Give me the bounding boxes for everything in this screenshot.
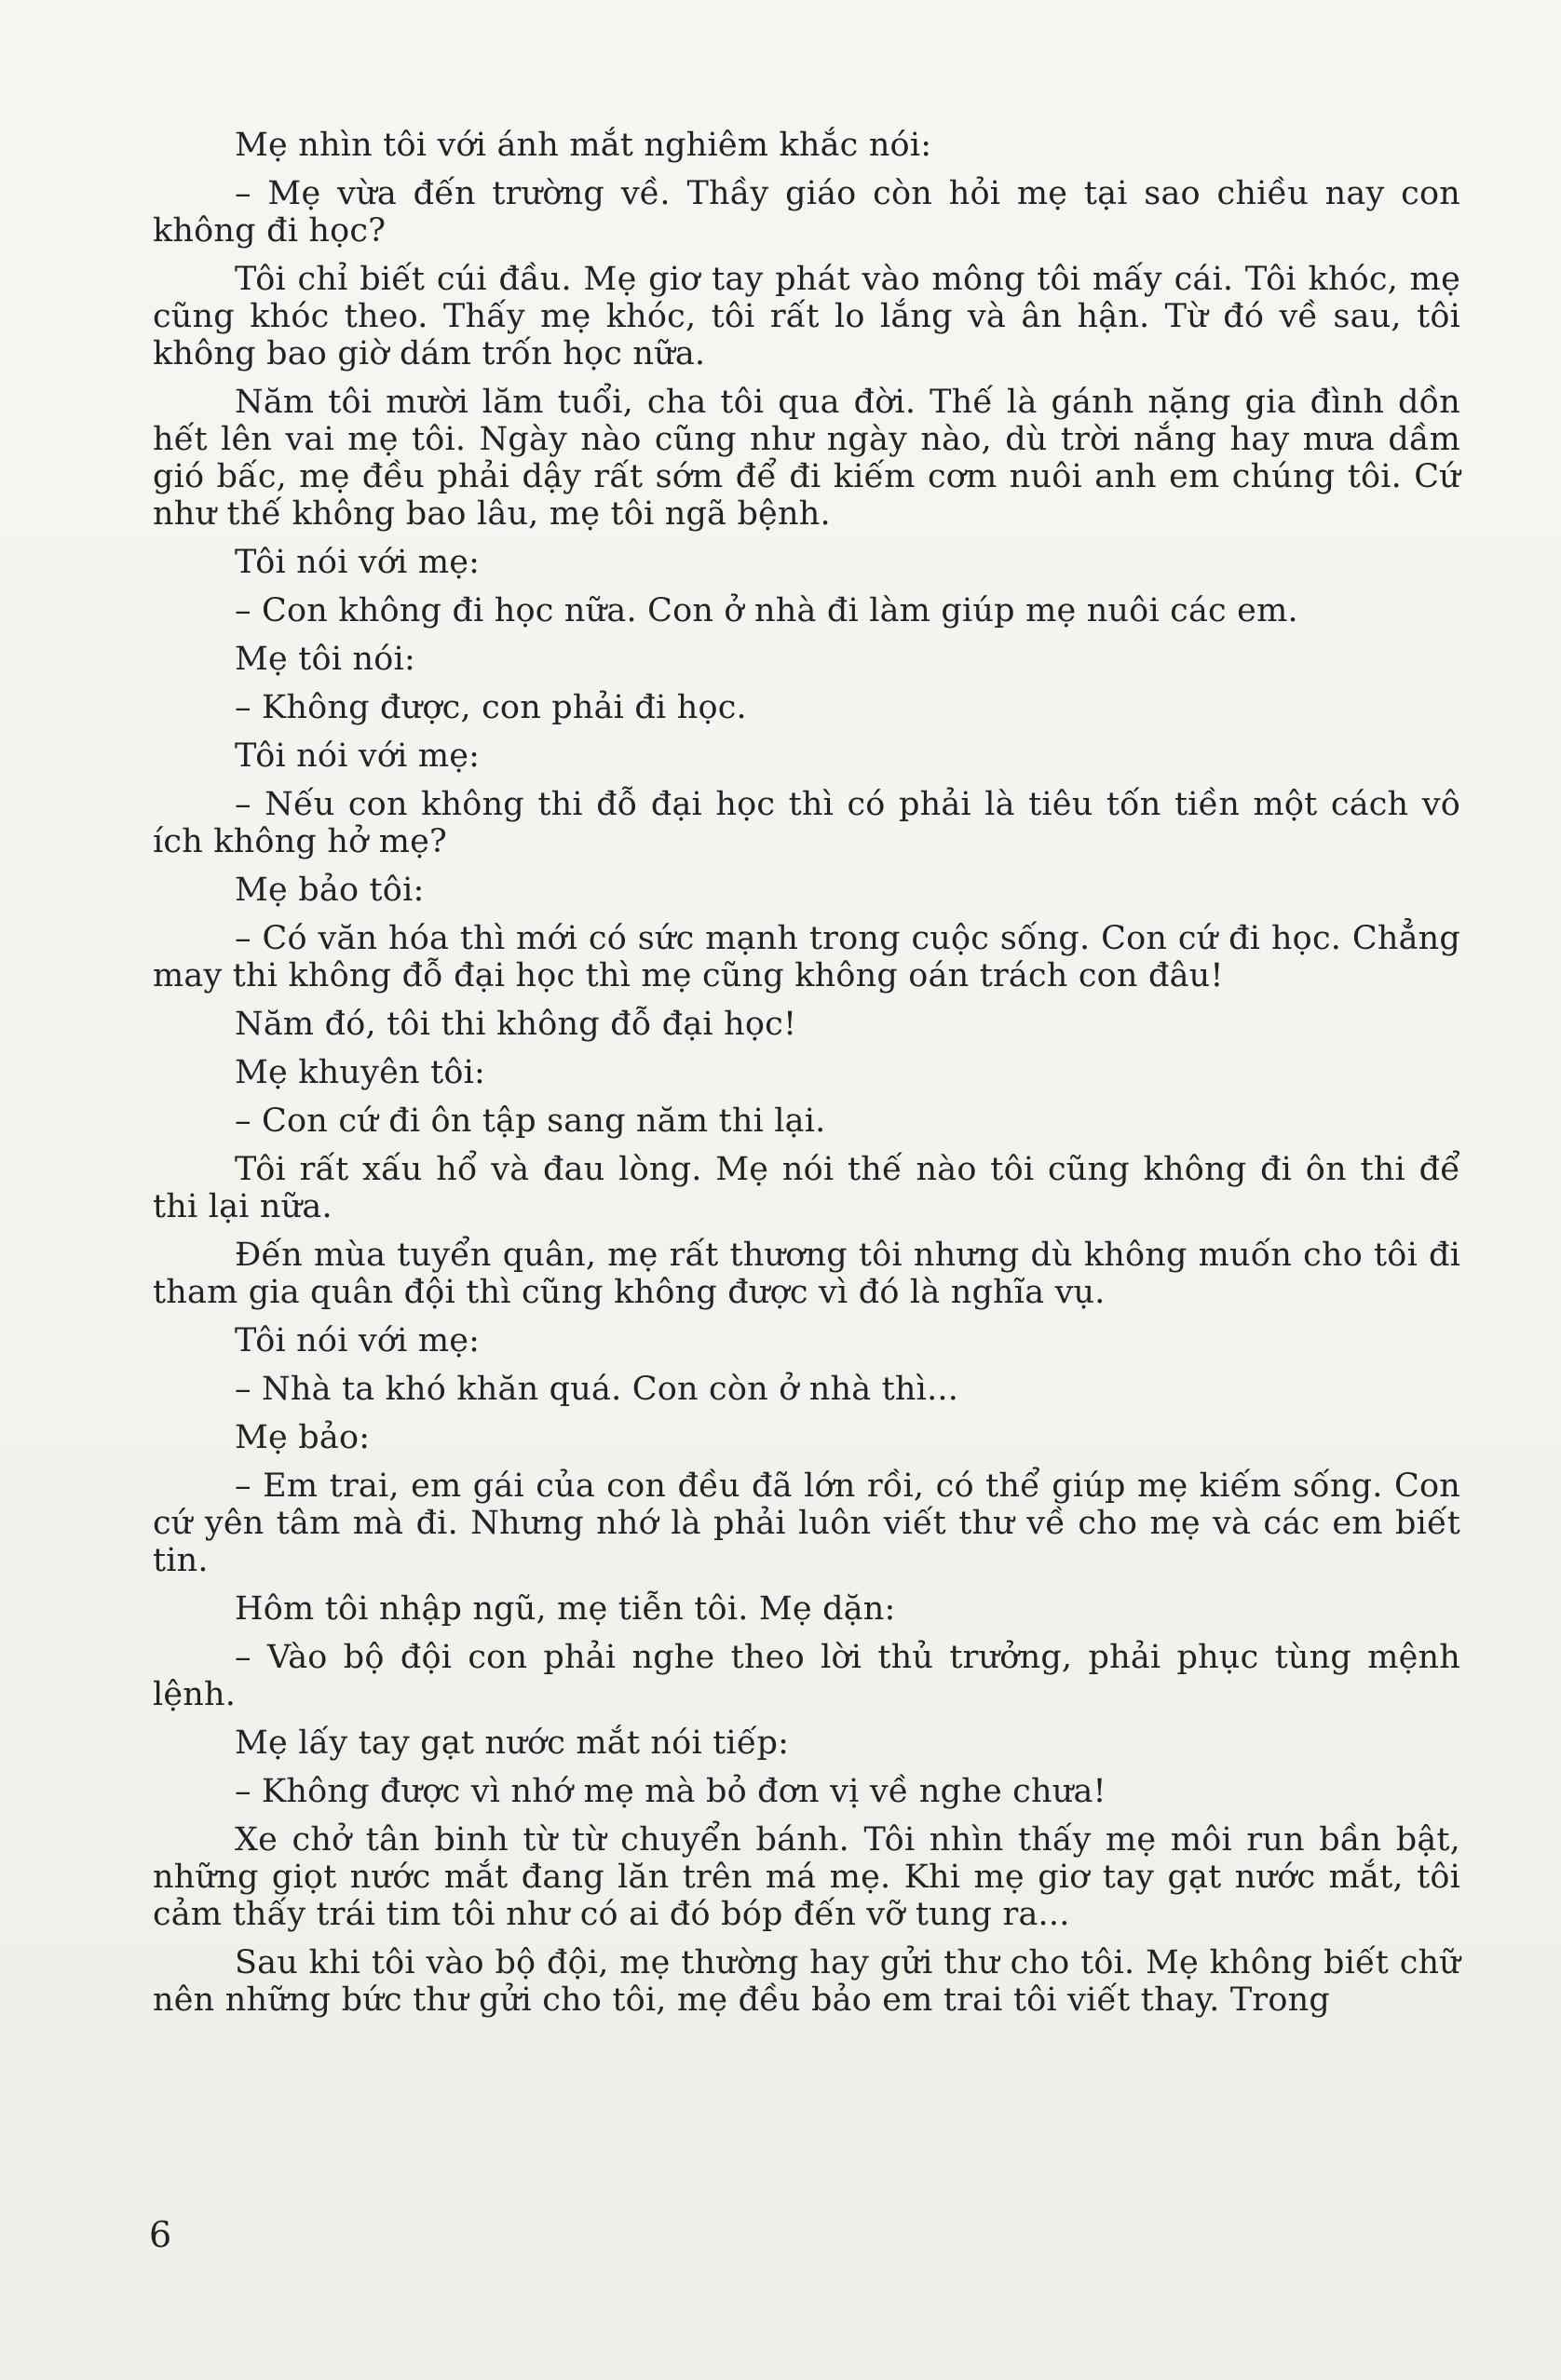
paragraph: Mẹ bảo tôi: xyxy=(235,872,425,909)
paragraph: – Không được, con phải đi học. xyxy=(235,689,747,726)
paragraph: Xe chở tân binh từ từ chuyển bánh. Tôi nhìn thấy mẹ môi run bần bật, những giọt nước mắt đang lăn trên má mẹ. Khi mẹ giơ tay gạt nước mắt, tôi cảm thấy trái tim tôi như có ai đó bóp đến vỡ tung ra... xyxy=(153,1821,1460,1933)
paragraph: Tôi nói với mẹ: xyxy=(235,544,481,581)
paragraph: Tôi chỉ biết cúi đầu. Mẹ giơ tay phát vào mông tôi mấy cái. Tôi khóc, mẹ cũng khóc theo. Thấy mẹ khóc, tôi rất lo lắng và ân hận. Từ đó về sau, tôi không bao giờ dám trốn học nữa. xyxy=(153,261,1460,372)
paragraph: – Con cứ đi ôn tập sang năm thi lại. xyxy=(235,1102,826,1140)
paragraph: – Mẹ vừa đến trường về. Thầy giáo còn hỏi mẹ tại sao chiều nay con không đi học? xyxy=(153,175,1460,250)
page-number: 6 xyxy=(149,2214,172,2255)
paragraph: Mẹ tôi nói: xyxy=(235,641,415,678)
paragraph: – Nếu con không thi đỗ đại học thì có phải là tiêu tốn tiền một cách vô ích không hở mẹ? xyxy=(153,786,1460,860)
paragraph: Năm đó, tôi thi không đỗ đại học! xyxy=(235,1006,797,1043)
body-text xyxy=(153,127,1460,2030)
paragraph: Mẹ lấy tay gạt nước mắt nói tiếp: xyxy=(235,1724,790,1762)
paragraph: – Không được vì nhớ mẹ mà bỏ đơn vị về nghe chưa! xyxy=(235,1773,1106,1810)
paragraph: Tôi nói với mẹ: xyxy=(235,737,481,775)
paragraph: Hôm tôi nhập ngũ, mẹ tiễn tôi. Mẹ dặn: xyxy=(235,1590,896,1628)
paragraph: Đến mùa tuyển quân, mẹ rất thương tôi nhưng dù không muốn cho tôi đi tham gia quân đội thì cũng không được vì đó là nghĩa vụ. xyxy=(153,1237,1460,1311)
paragraph: – Con không đi học nữa. Con ở nhà đi làm giúp mẹ nuôi các em. xyxy=(235,592,1298,629)
paragraph: Tôi rất xấu hổ và đau lòng. Mẹ nói thế nào tôi cũng không đi ôn thi để thi lại nữa. xyxy=(153,1151,1460,1225)
paragraph: Năm tôi mười lăm tuổi, cha tôi qua đời. Thế là gánh nặng gia đình dồn hết lên vai mẹ tôi. Ngày nào cũng như ngày nào, dù trời nắng hay mưa dầm gió bấc, mẹ đều phải dậy rất sớm để đi kiếm cơm nuôi anh em chúng tôi. Cứ như thế không bao lâu, mẹ tôi ngã bệnh. xyxy=(153,384,1460,533)
paragraph: Sau khi tôi vào bộ đội, mẹ thường hay gửi thư cho tôi. Mẹ không biết chữ nên những bức thư gửi cho tôi, mẹ đều bảo em trai tôi viết thay. Trong xyxy=(153,1944,1460,2019)
paragraph: Mẹ bảo: xyxy=(235,1419,371,1456)
paragraph: Mẹ khuyên tôi: xyxy=(235,1054,486,1091)
paragraph: – Em trai, em gái của con đều đã lớn rồi, có thể giúp mẹ kiếm sống. Con cứ yên tâm mà đi. Nhưng nhớ là phải luôn viết thư về cho mẹ và các em biết tin. xyxy=(153,1467,1460,1579)
paragraph: – Có văn hóa thì mới có sức mạnh trong cuộc sống. Con cứ đi học. Chẳng may thi không đỗ đại học thì mẹ cũng không oán trách con đâu! xyxy=(153,920,1460,994)
paragraph: – Vào bộ đội con phải nghe theo lời thủ trưởng, phải phục tùng mệnh lệnh. xyxy=(153,1639,1460,1713)
paragraph: Mẹ nhìn tôi với ánh mắt nghiêm khắc nói: xyxy=(235,127,932,164)
paragraph: – Nhà ta khó khăn quá. Con còn ở nhà thì... xyxy=(235,1371,959,1408)
paragraph: Tôi nói với mẹ: xyxy=(235,1322,481,1359)
